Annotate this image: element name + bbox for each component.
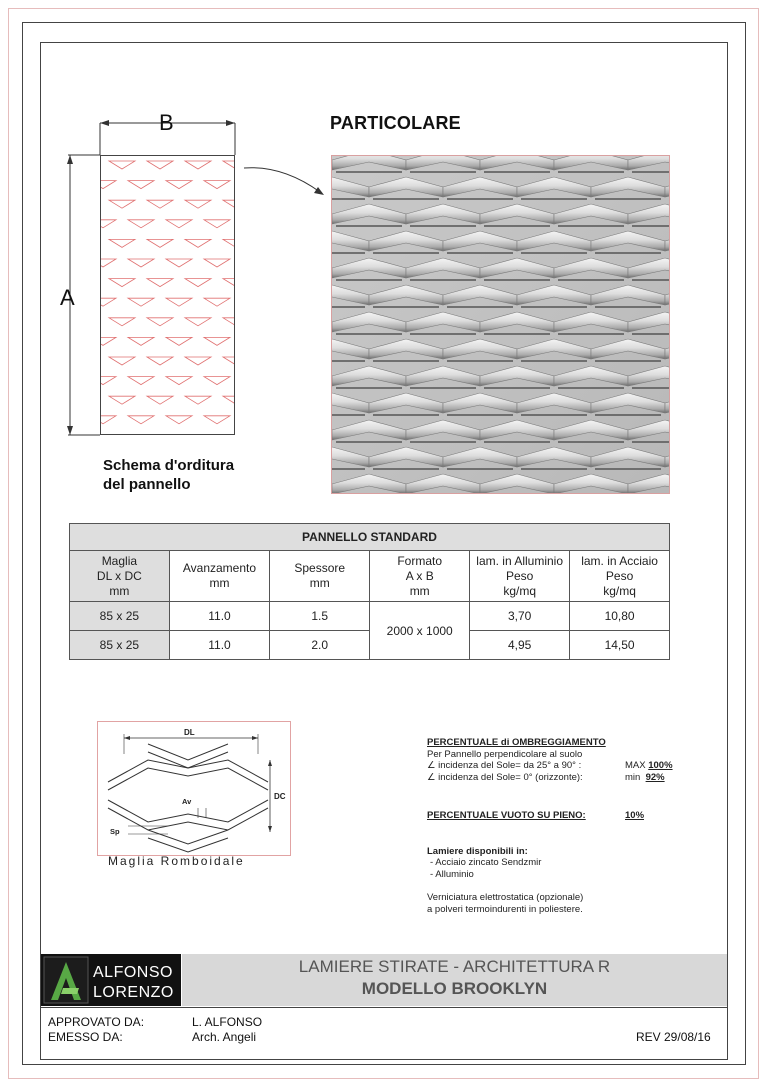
header-formato: Formato A x B mm	[370, 551, 470, 602]
weave-triangle	[128, 298, 154, 306]
weave-triangle	[166, 416, 192, 424]
mesh-caption: Maglia Romboidale	[108, 854, 245, 868]
dimension-b-label: B	[159, 110, 174, 135]
weave-triangle	[147, 161, 173, 169]
shading-subtitle: Per Pannello perpendicolare al suolo	[427, 748, 583, 760]
weave-triangle	[223, 161, 234, 169]
shading-row-min-label: ∠ incidenza del Sole= 0° (orizzonte):	[427, 771, 583, 783]
shading-title: PERCENTUALE di OMBREGGIAMENTO	[427, 737, 606, 748]
logo-line2: LORENZO	[93, 984, 174, 1001]
cell-spessore: 1.5	[270, 602, 370, 631]
weave-triangle	[185, 200, 211, 208]
cell-maglia: 85 x 25	[70, 631, 170, 660]
weave-triangle	[166, 181, 192, 189]
weave-triangle	[223, 279, 234, 287]
void-row	[427, 810, 697, 822]
weave-triangle	[147, 239, 173, 247]
weave-triangle	[147, 357, 173, 365]
table-row	[70, 602, 670, 631]
rhomboid-mesh-diagram	[98, 722, 290, 855]
company-logo	[41, 954, 181, 1006]
weave-triangle	[101, 220, 116, 228]
weave-triangle	[101, 298, 116, 306]
weave-triangle	[128, 259, 154, 267]
weave-triangle	[223, 200, 234, 208]
schema-caption-line1: Schema d'orditura	[103, 457, 235, 474]
logo-mark	[41, 954, 181, 1006]
footer-title-line2: MODELLO BROOKLYN	[361, 979, 548, 998]
dl-label: DL	[184, 728, 195, 737]
header-spessore: Spessore mm	[270, 551, 370, 602]
logo-line1: ALFONSO	[93, 964, 173, 981]
shading-row-max-value: MAX 100%	[625, 760, 673, 771]
weave-triangle	[223, 357, 234, 365]
weave-triangle	[166, 298, 192, 306]
weave-triangle	[204, 377, 230, 385]
weave-triangle	[166, 220, 192, 228]
table-header-row	[70, 551, 670, 602]
weave-triangle	[204, 298, 230, 306]
standard-panel-table	[69, 523, 670, 660]
approved-label: APPROVATO DA:	[48, 1015, 145, 1029]
weave-pattern	[101, 156, 234, 434]
weave-triangle	[109, 396, 135, 404]
paint-line-1: Verniciatura elettrostatica (opzionale)	[427, 892, 584, 903]
weave-triangle	[223, 239, 234, 247]
av-label: Av	[182, 797, 192, 806]
table-title: PANNELLO STANDARD	[70, 524, 670, 551]
cell-peso-acciaio: 10,80	[570, 602, 670, 631]
weave-triangle	[101, 259, 116, 267]
detail-photo	[331, 155, 670, 494]
cell-maglia: 85 x 25	[70, 602, 170, 631]
paint-line-2: a polveri termoindurenti in poliestere.	[427, 903, 583, 915]
weave-triangle	[109, 357, 135, 365]
header-peso-acciaio: lam. in Acciaio Peso kg/mq	[570, 551, 670, 602]
available-item: - Alluminio	[430, 868, 474, 880]
issued-value: Arch. Angeli	[192, 1030, 257, 1044]
weave-triangle	[109, 200, 135, 208]
revision: REV 29/08/16	[636, 1030, 711, 1044]
weave-triangle	[128, 220, 154, 228]
weave-triangle	[128, 337, 154, 345]
void-value: 10%	[625, 810, 645, 821]
mesh-detail-image	[332, 156, 669, 493]
cell-peso-acciaio: 14,50	[570, 631, 670, 660]
weave-triangle	[204, 259, 230, 267]
weave-triangle	[128, 416, 154, 424]
shading-row-max	[427, 760, 697, 772]
panel-weave-schema	[100, 155, 235, 435]
void-title: PERCENTUALE VUOTO SU PIENO:	[427, 810, 586, 821]
weave-triangle	[166, 377, 192, 385]
weave-triangle	[109, 239, 135, 247]
table-title-row	[70, 524, 670, 551]
cell-avanzamento: 11.0	[169, 602, 269, 631]
weave-triangle	[166, 259, 192, 267]
shading-row-min-value: min 92%	[625, 771, 665, 783]
weave-triangle	[109, 161, 135, 169]
schema-caption-line2: del pannello	[103, 476, 191, 493]
footer-title-line1: LAMIERE STIRATE - ARCHITETTURA R	[298, 957, 611, 976]
weave-triangle	[101, 337, 116, 345]
cell-peso-alluminio: 3,70	[470, 602, 570, 631]
mesh-diagram-box	[97, 721, 291, 856]
weave-triangle	[147, 396, 173, 404]
cell-peso-alluminio: 4,95	[470, 631, 570, 660]
detail-arrow	[240, 160, 330, 200]
dc-label: DC	[274, 792, 286, 801]
weave-triangle	[185, 239, 211, 247]
weave-triangle	[204, 181, 230, 189]
approved-value: L. ALFONSO	[192, 1015, 263, 1029]
weave-triangle	[185, 396, 211, 404]
performance-notes	[427, 737, 697, 915]
header-maglia: Maglia DL x DC mm	[70, 551, 170, 602]
weave-triangle	[223, 396, 234, 404]
cell-formato: 2000 x 1000	[370, 602, 470, 660]
weave-triangle	[101, 181, 116, 189]
available-title: Lamiere disponibili in:	[427, 845, 528, 857]
weave-triangle	[204, 337, 230, 345]
weave-triangle	[147, 279, 173, 287]
cell-spessore: 2.0	[270, 631, 370, 660]
cell-avanzamento: 11.0	[169, 631, 269, 660]
header-avanzamento: Avanzamento mm	[169, 551, 269, 602]
footer-divider	[40, 1007, 728, 1008]
weave-triangle	[109, 318, 135, 326]
weave-triangle	[185, 161, 211, 169]
weave-triangle	[101, 377, 116, 385]
weave-triangle	[166, 337, 192, 345]
weave-triangle	[185, 357, 211, 365]
weave-triangle	[109, 279, 135, 287]
header-peso-alluminio: lam. in Alluminio Peso kg/mq	[470, 551, 570, 602]
dimension-a-label: A	[60, 285, 75, 310]
weave-triangle	[147, 200, 173, 208]
issued-label: EMESSO DA:	[48, 1030, 123, 1044]
weave-triangle	[185, 279, 211, 287]
weave-triangle	[223, 318, 234, 326]
weave-triangle	[147, 318, 173, 326]
weave-triangle	[128, 181, 154, 189]
shading-row-max-label: ∠ incidenza del Sole= da 25° a 90° :	[427, 760, 582, 771]
weave-triangle	[185, 318, 211, 326]
schema-caption	[103, 456, 234, 494]
weave-triangle	[204, 416, 230, 424]
weave-triangle	[204, 220, 230, 228]
sp-label: Sp	[110, 827, 120, 836]
shading-row-min	[427, 772, 697, 784]
available-item: - Acciaio zincato Sendzmir	[430, 857, 542, 868]
detail-title: PARTICOLARE	[330, 113, 461, 133]
weave-triangle	[101, 416, 116, 424]
weave-triangle	[128, 377, 154, 385]
table-row	[70, 631, 670, 660]
